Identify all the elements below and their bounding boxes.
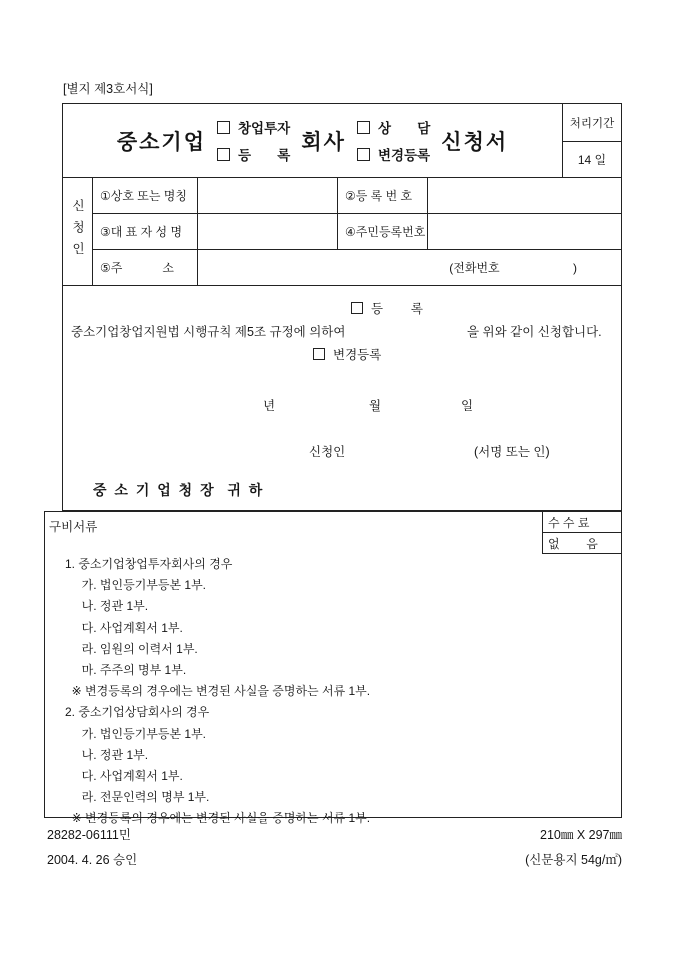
registration-number-field[interactable] — [428, 178, 621, 214]
statement-registration-checkbox[interactable] — [351, 302, 363, 314]
statement-text-left: 중소기업창업지원법 시행규칙 제5조 규정에 의하여 — [71, 325, 346, 339]
option-change-registration — [357, 144, 430, 164]
processing-time-label: 처리기간 — [563, 104, 621, 142]
document-item: ※ 변경등록의 경우에는 변경된 사실을 증명하는 서류 1부. — [65, 684, 371, 699]
company-name-label: ①상호 또는 명칭 — [93, 178, 198, 214]
statement-registration-label: 등 록 — [371, 302, 423, 316]
phone-number-note: (전화번호 ) — [449, 261, 577, 275]
company-type-checkbox-group — [217, 117, 290, 164]
document-item: ※ 변경등록의 경우에는 변경된 사실을 증명하는 서류 1부. — [65, 811, 371, 826]
date-year-label: 년 — [263, 399, 276, 413]
representative-name-field[interactable] — [198, 214, 338, 250]
paper-size: 210㎜ X 297㎜ — [540, 828, 622, 842]
consulting-checkbox[interactable] — [357, 121, 370, 134]
form-title-row — [63, 104, 621, 178]
form-title — [63, 104, 563, 177]
approval-date: 2004. 4. 26 승인 — [47, 853, 138, 867]
applicant-table — [63, 178, 621, 286]
required-documents-header: 구비서류 — [49, 520, 98, 534]
resident-number-field[interactable] — [428, 214, 621, 250]
checkbox-label: 등 록 — [238, 148, 291, 163]
title-company: 회사 — [301, 130, 346, 154]
title-prefix: 중소기업 — [116, 130, 207, 154]
signature-applicant-label: 신청인 — [309, 445, 346, 459]
document-item: 가. 법인등기부등본 1부. — [65, 726, 207, 741]
document-item: 나. 정관 1부. — [65, 599, 149, 614]
date-day-label: 일 — [461, 399, 474, 413]
statement-text-right: 을 위와 같이 신청합니다. — [467, 325, 602, 339]
option-startup-investment — [217, 117, 290, 137]
document-list — [65, 554, 370, 830]
address-field[interactable] — [198, 250, 621, 286]
representative-name-label: ③대 표 자 성 명 — [93, 214, 198, 250]
option-consulting — [357, 117, 430, 137]
paper-spec: (신문용지 54g/㎡) — [525, 853, 622, 867]
document-item: 마. 주주의 명부 1부. — [65, 663, 187, 678]
signature-note: (서명 또는 인) — [474, 445, 550, 459]
addressee: 중 소 기 업 청 장 귀 하 — [93, 482, 265, 498]
applicant-side-label — [63, 178, 93, 286]
document-item: 다. 사업계획서 1부. — [65, 620, 183, 635]
option-registration — [217, 144, 290, 164]
startup-investment-checkbox[interactable] — [217, 121, 230, 134]
processing-time-column — [563, 104, 621, 177]
statement-change-registration-label: 변경등록 — [333, 348, 382, 362]
document-number: 28282-06111민 — [47, 828, 131, 842]
application-form-box — [62, 103, 622, 511]
document-item: 라. 전문인력의 명부 1부. — [65, 790, 210, 805]
address-label: ⑤주 소 — [93, 250, 198, 286]
checkbox-label: 창업투자 — [238, 121, 291, 136]
required-documents-box — [44, 511, 622, 826]
request-type-checkbox-group — [357, 117, 430, 164]
title-suffix: 신청서 — [441, 130, 509, 154]
processing-time-value: 14 일 — [577, 153, 607, 167]
statement-section — [63, 286, 621, 512]
document-item: 나. 정관 1부. — [65, 747, 149, 762]
statement-option-registration — [351, 299, 423, 317]
registration-number-label: ②등 록 번 호 — [338, 178, 428, 214]
registration-checkbox[interactable] — [217, 148, 230, 161]
resident-number-label: ④주민등록번호 — [338, 214, 428, 250]
form-code-label: [별지 제3호서식] — [63, 82, 153, 96]
date-month-label: 월 — [369, 399, 382, 413]
applicant-side-label-text: 신청인 — [70, 199, 85, 264]
fee-label: 수 수 료 — [543, 512, 621, 533]
statement-change-registration-checkbox[interactable] — [313, 348, 325, 360]
statement-option-change-registration — [313, 345, 381, 363]
document-item: 가. 법인등기부등본 1부. — [65, 578, 207, 593]
document-item: 1. 중소기업창업투자회사의 경우 — [65, 557, 233, 571]
document-item: 라. 임원의 이력서 1부. — [65, 641, 198, 656]
fee-box — [542, 512, 621, 554]
checkbox-label: 상 담 — [377, 121, 431, 136]
document-item: 다. 사업계획서 1부. — [65, 769, 183, 784]
company-name-field[interactable] — [198, 178, 338, 214]
fee-value: 없 음 — [543, 533, 621, 554]
change-registration-checkbox[interactable] — [357, 148, 370, 161]
document-item: 2. 중소기업상담회사의 경우 — [65, 705, 210, 720]
checkbox-label: 변경등록 — [377, 148, 431, 163]
